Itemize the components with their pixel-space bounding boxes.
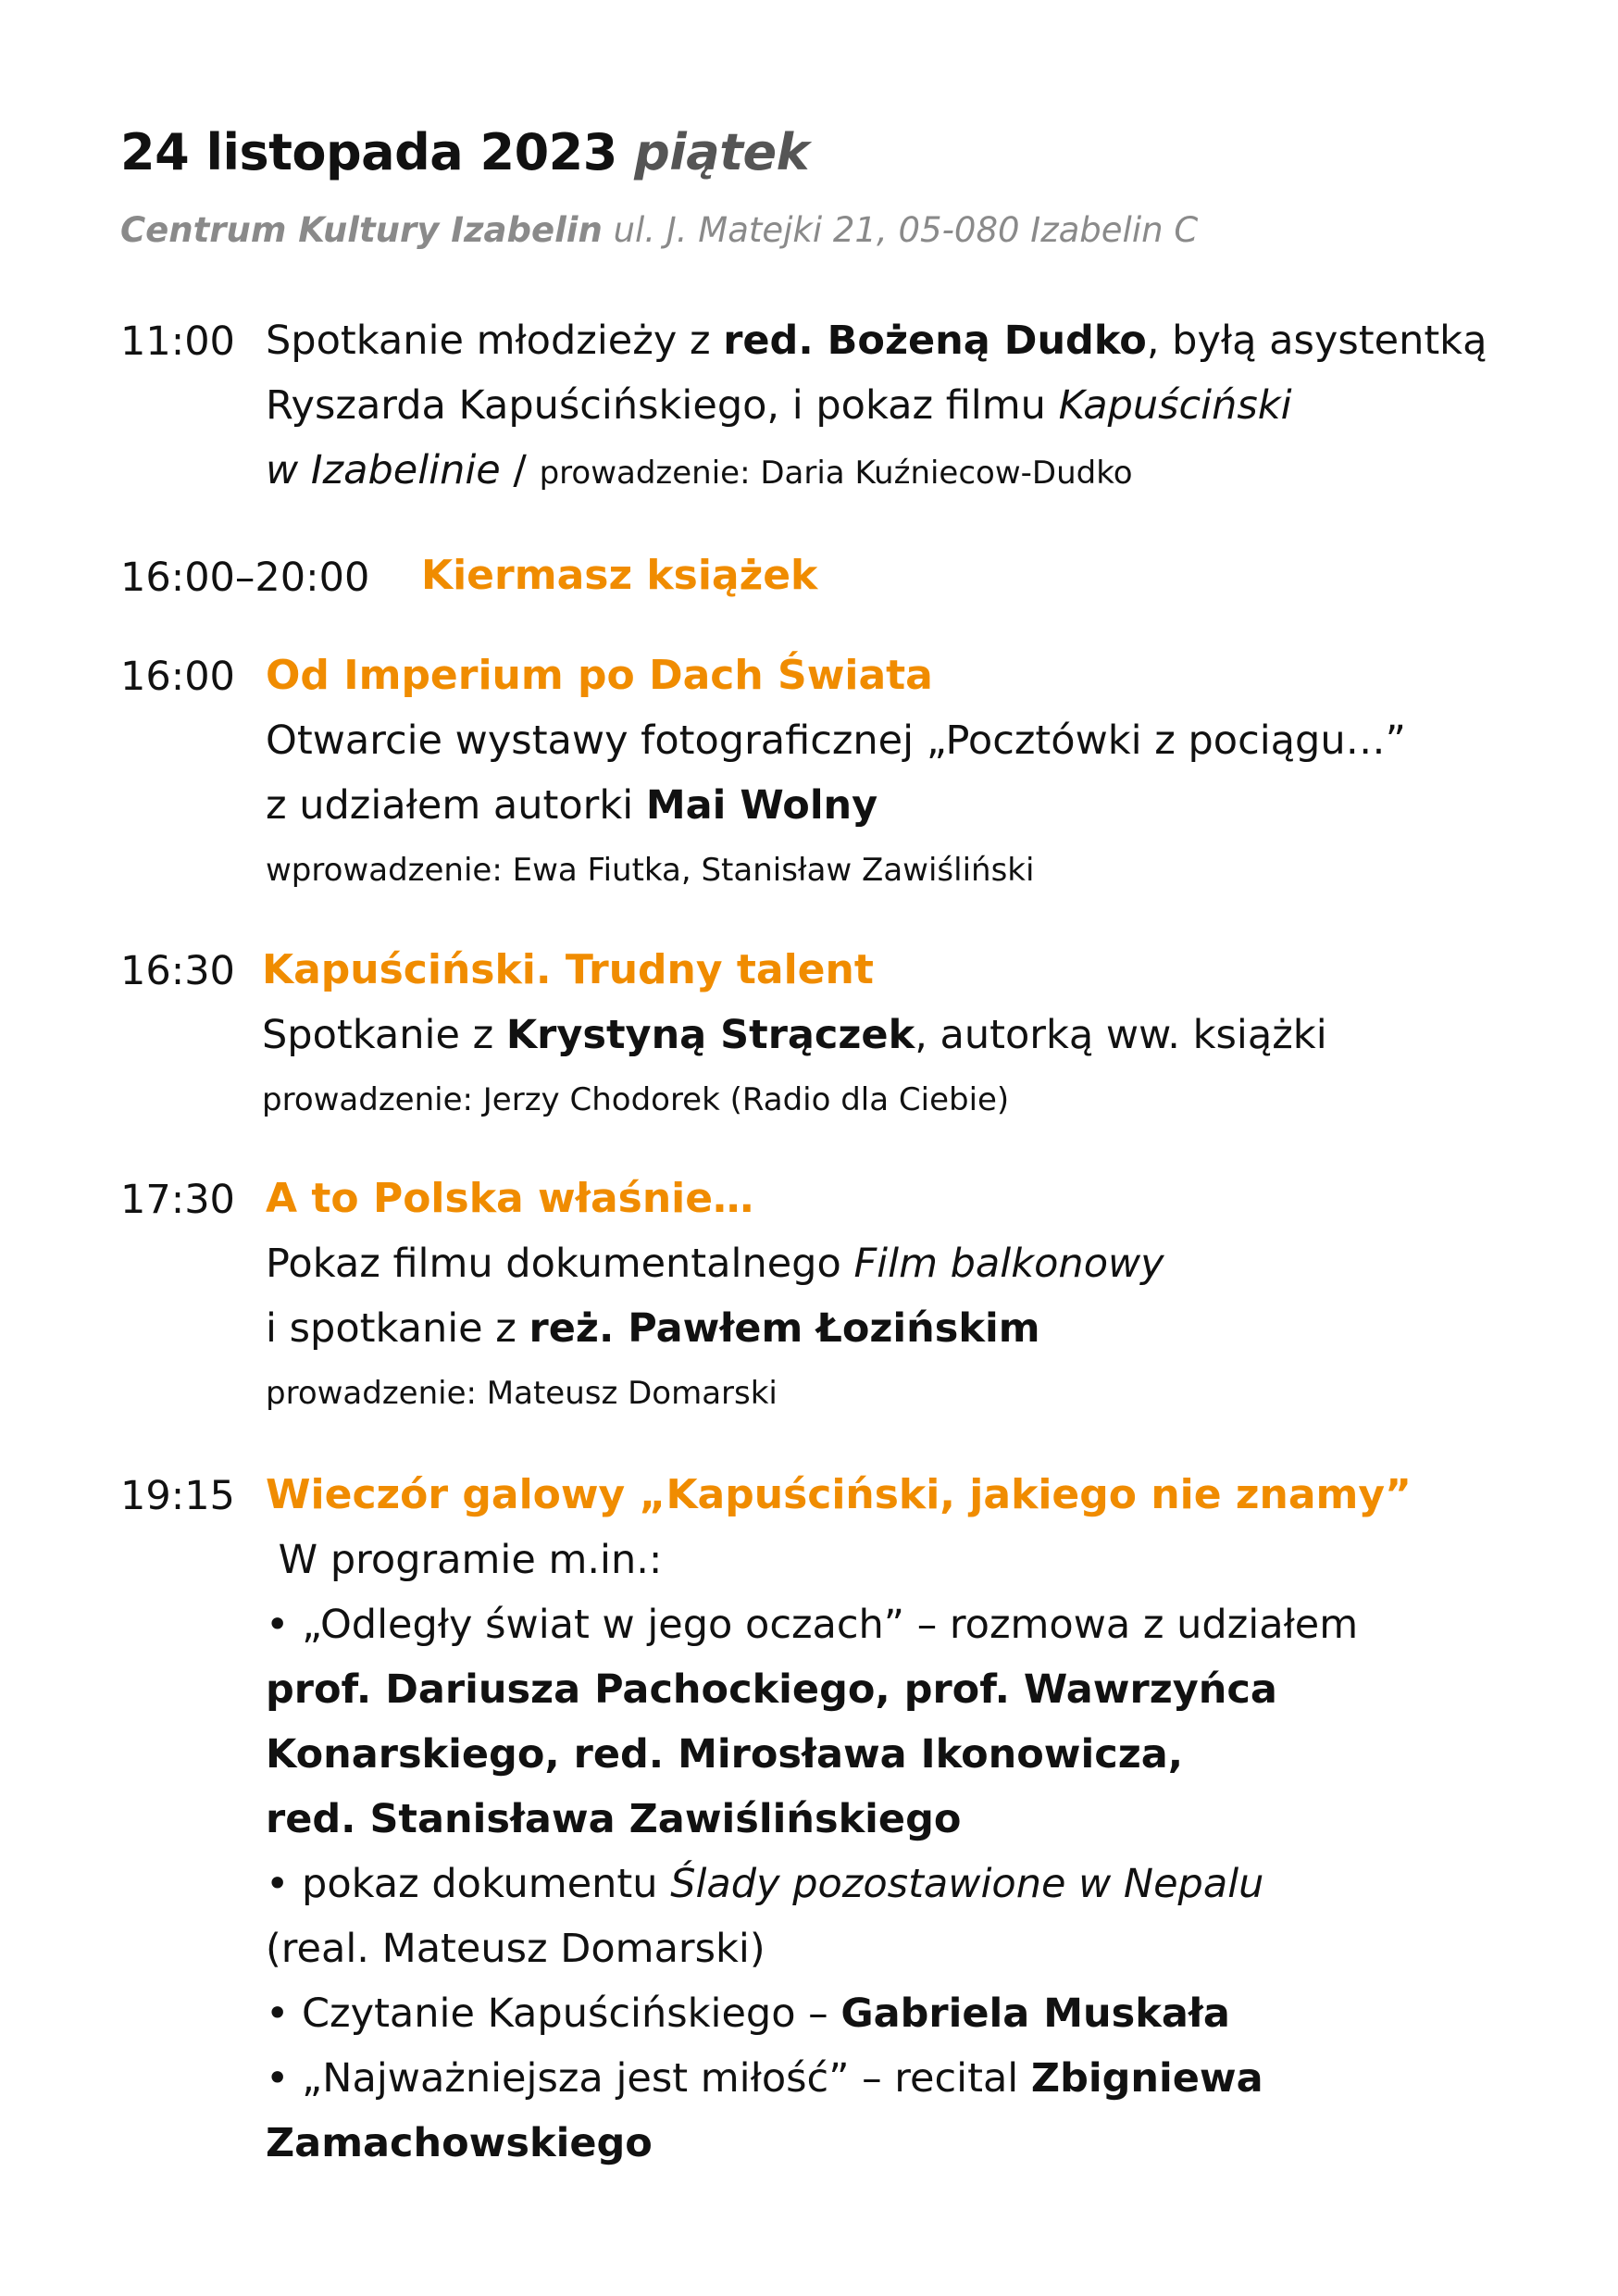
guest-name: Zbigniewa — [1030, 2055, 1263, 2102]
venue-address: ul. J. Matejki 21, 05-080 Izabelin C — [613, 210, 1199, 250]
event-time-1915: 19:15 — [120, 1473, 235, 1519]
film-title: Kapuściński — [1058, 382, 1292, 429]
weekday: piątek — [634, 123, 810, 181]
guest-name: reż. Pawłem Łozińskim — [529, 1305, 1040, 1352]
event-1915-intro: W programie m.in.: — [266, 1537, 663, 1583]
event-1100 — [266, 308, 1580, 505]
event-time-kiermasz: 16:00–20:00 — [120, 555, 370, 601]
event-1915-item-1-line-1: • „Odległy świat w jego oczach” – rozmowa z udziałem — [266, 1602, 1359, 1648]
event-1915-item-1-line-2: prof. Dariusza Pachockiego, prof. Wawrzyńca — [266, 1666, 1277, 1713]
guest-name: red. Bożeną Dudko — [723, 318, 1147, 364]
event-1630-line-1 — [262, 1003, 1576, 1067]
event-1730-line-1 — [266, 1231, 1580, 1296]
event-1600-note: wprowadzenie: Ewa Fiutka, Stanisław Zawiśliński — [266, 852, 1035, 889]
text: , byłą asystentką — [1146, 318, 1487, 364]
guest-name: Krystyną Strączek — [505, 1012, 915, 1058]
event-1730 — [266, 1167, 1580, 1426]
film-title: w Izabelinie — [266, 447, 501, 493]
host-note: prowadzenie: Daria Kuźniecow-Dudko — [539, 455, 1133, 492]
event-time-1730: 17:30 — [120, 1177, 235, 1223]
event-1915-item-4-line-2: Zamachowskiego — [266, 2120, 653, 2166]
event-1630-note: prowadzenie: Jerzy Chodorek (Radio dla Ciebie) — [262, 1081, 1010, 1118]
event-1915-item-2-line-2: (real. Mateusz Domarski) — [266, 1926, 765, 1972]
text: • pokaz dokumentu — [266, 1861, 671, 1907]
event-1600-title: Od Imperium po Dach Świata — [266, 652, 933, 699]
event-1915-item-1-line-3: Konarskiego, red. Mirosława Ikonowicza, — [266, 1731, 1184, 1778]
event-1100-line-2 — [266, 373, 1580, 438]
guest-name: Mai Wolny — [645, 782, 878, 829]
day-title — [120, 123, 810, 181]
event-1100-line-3 — [266, 438, 1580, 505]
text: Pokaz filmu dokumentalnego — [266, 1241, 854, 1287]
event-time-1600: 16:00 — [120, 654, 235, 700]
event-1600-line-2 — [266, 773, 1580, 838]
event-1915 — [266, 1463, 1580, 2176]
text: Spotkanie młodzieży z — [266, 318, 724, 364]
film-title: Film balkonowy — [853, 1241, 1164, 1287]
text: • Czytanie Kapuścińskiego – — [266, 1990, 841, 2037]
date: 24 listopada 2023 — [120, 123, 617, 181]
event-time-1100: 11:00 — [120, 318, 235, 365]
text: Spotkanie z — [262, 1012, 506, 1058]
film-title: Ślady pozostawione w Nepalu — [670, 1861, 1264, 1907]
event-1730-note: prowadzenie: Mateusz Domarski — [266, 1375, 778, 1412]
event-1915-item-2-line-1 — [266, 1852, 1580, 1916]
event-title-kiermasz: Kiermasz książek — [421, 552, 818, 599]
event-1730-title: A to Polska właśnie… — [266, 1175, 754, 1222]
event-1915-item-1-line-4: red. Stanisława Zawiślińskiego — [266, 1796, 962, 1842]
separator: / — [500, 447, 540, 493]
event-1730-line-2 — [266, 1296, 1580, 1361]
event-time-1630: 16:30 — [120, 948, 235, 994]
event-1630 — [262, 938, 1576, 1132]
text: Ryszarda Kapuścińskiego, i pokaz filmu — [266, 382, 1059, 429]
event-1915-title: Wieczór galowy „Kapuściński, jakiego nie znamy” — [266, 1471, 1412, 1518]
event-1100-line-1 — [266, 308, 1580, 373]
event-1630-title: Kapuściński. Trudny talent — [262, 946, 874, 993]
event-1600-line-1: Otwarcie wystawy fotograficznej „Pocztówki z pociągu…” — [266, 718, 1406, 764]
event-1600 — [266, 643, 1580, 903]
text: , autorką ww. książki — [915, 1012, 1327, 1058]
guest-name: Gabriela Muskała — [840, 1990, 1230, 2037]
text: i spotkanie z — [266, 1305, 529, 1352]
text: z udziałem autorki — [266, 782, 646, 829]
venue-line — [120, 210, 1199, 250]
venue-name: Centrum Kultury Izabelin — [120, 210, 603, 250]
event-1915-item-4-line-1 — [266, 2046, 1580, 2111]
text: • „Najważniejsza jest miłość” – recital — [266, 2055, 1031, 2102]
event-1915-item-3 — [266, 1981, 1580, 2046]
